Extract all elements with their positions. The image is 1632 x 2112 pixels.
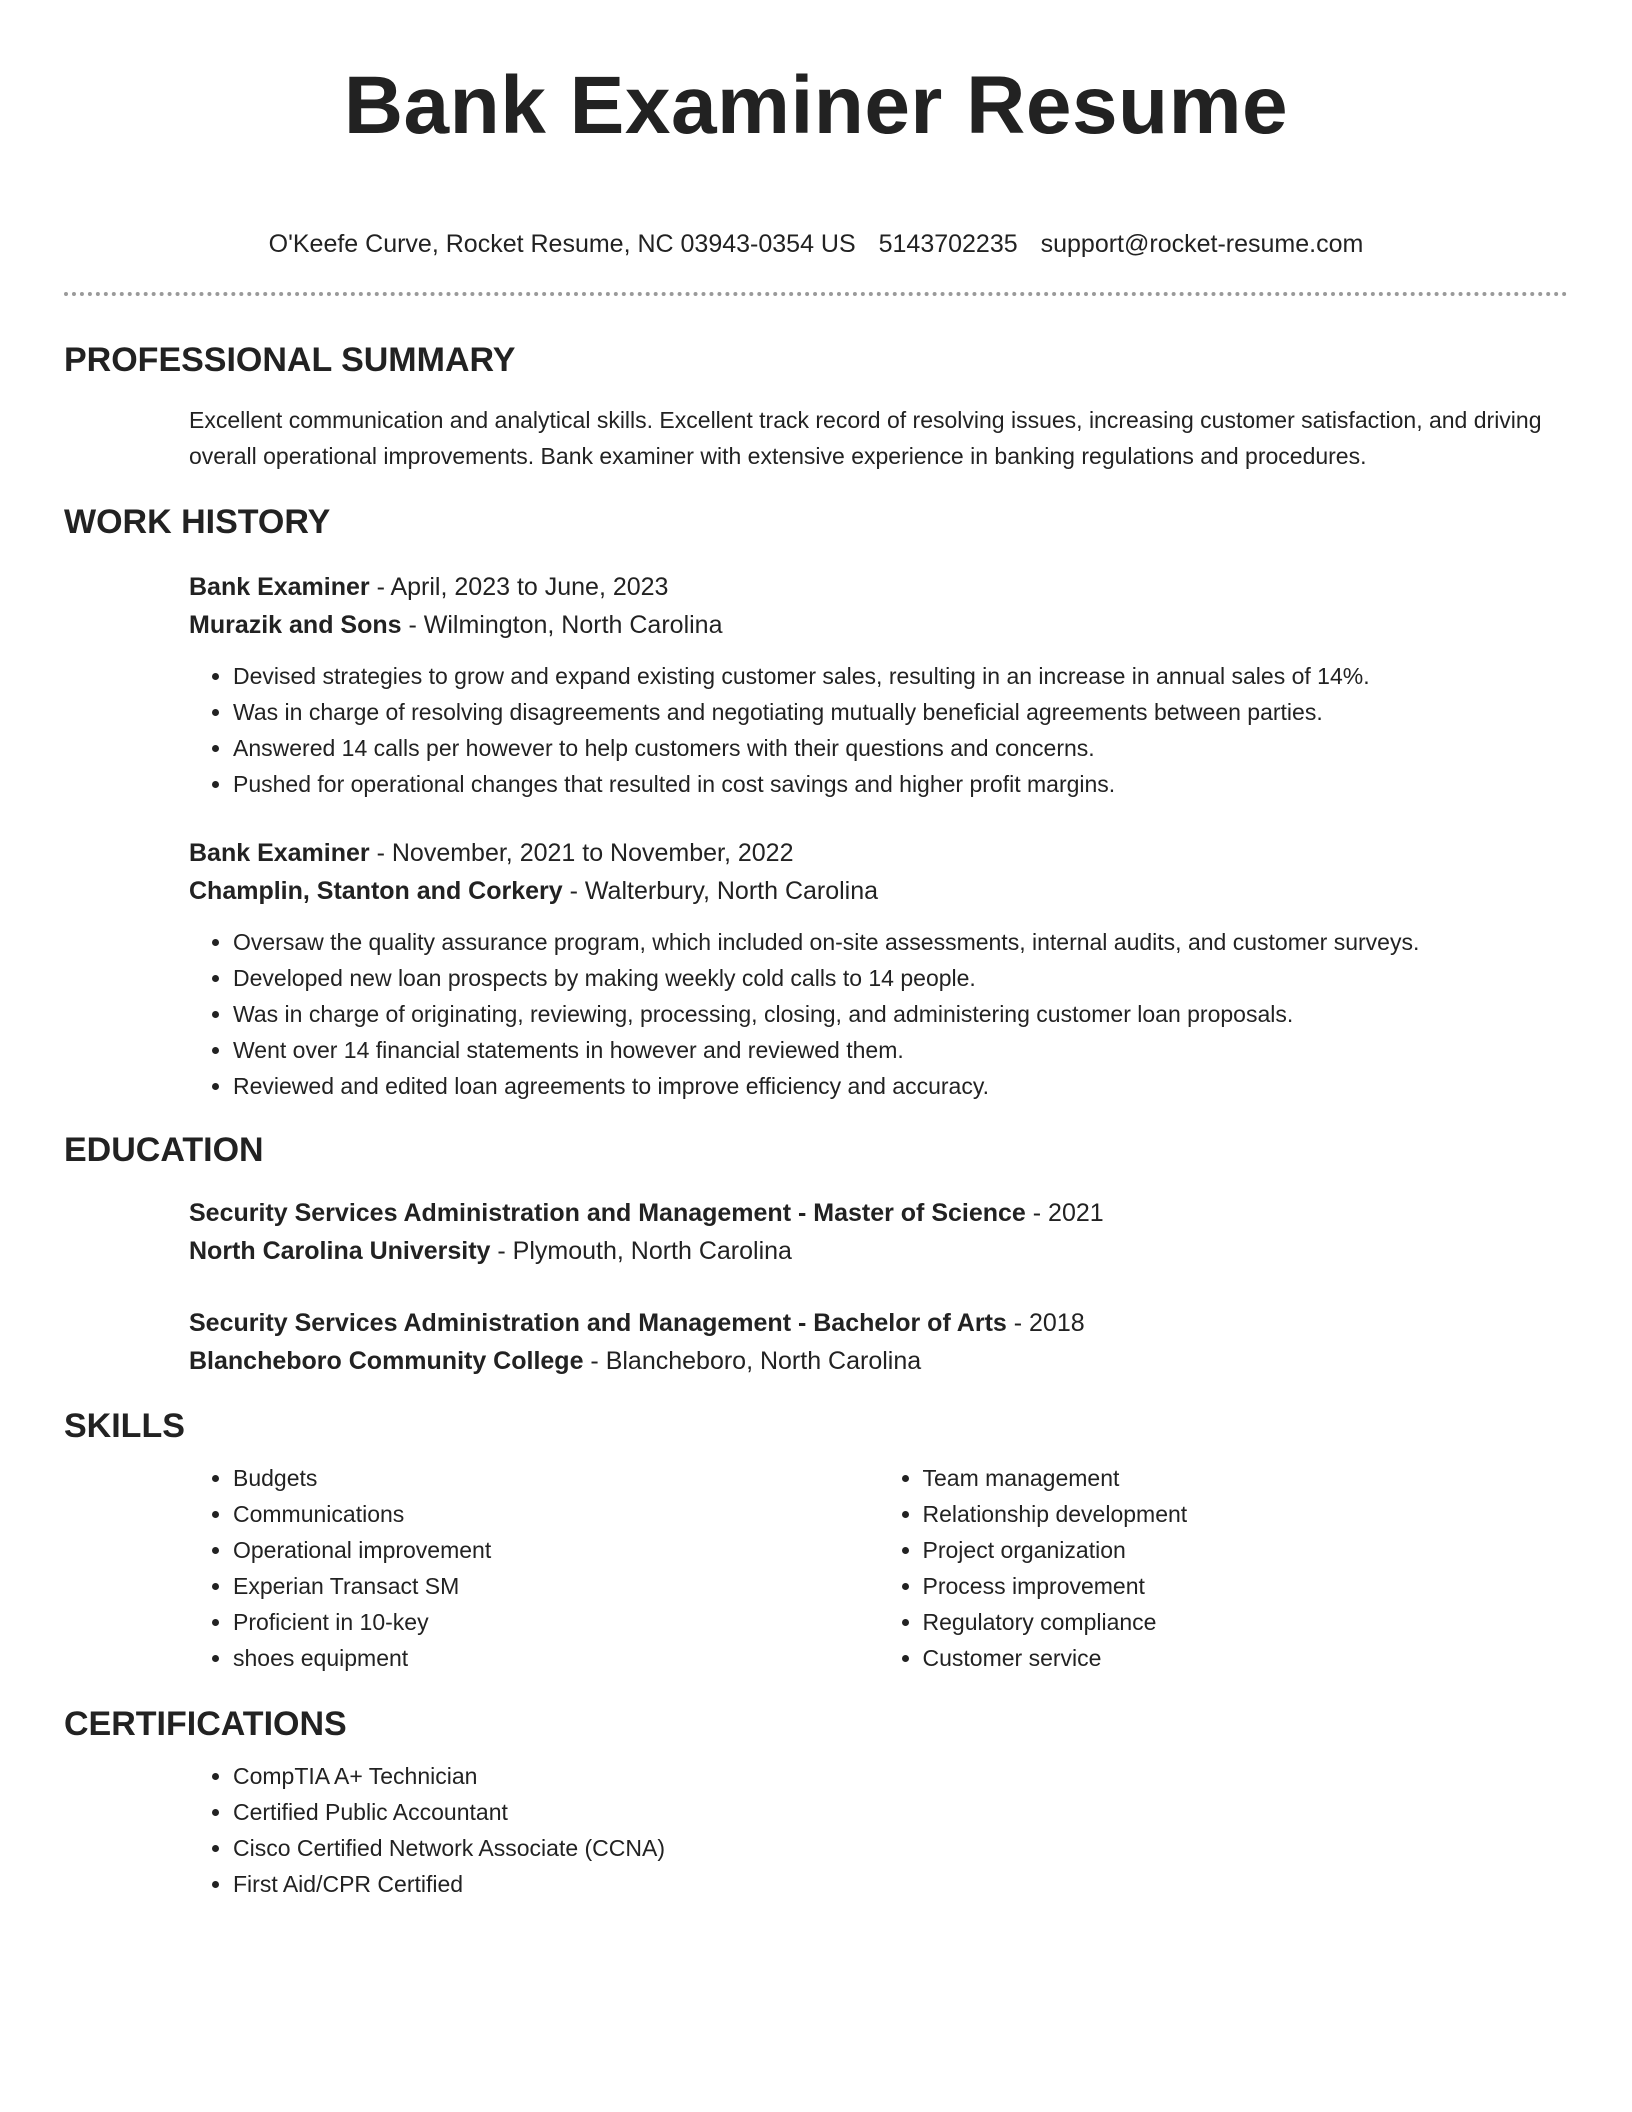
job-duty: • Devised strategies to grow and expand existing customer sales, resulting in an increase in annual sales of 14%. — [233, 658, 1568, 694]
skill-item: • Regulatory compliance — [923, 1604, 1569, 1640]
contact-line — [64, 228, 1568, 260]
education-entry — [64, 1194, 1568, 1270]
contact-phone: 5143702235 — [878, 230, 1018, 258]
job-company: Champlin, Stanton and Corkery — [189, 877, 563, 905]
job-duty: • Pushed for operational changes that resulted in cost savings and higher profit margins. — [233, 766, 1568, 802]
job-duty: • Answered 14 calls per however to help customers with their questions and concerns. — [233, 730, 1568, 766]
education-school: Blancheboro Community College — [189, 1347, 584, 1375]
contact-address: O'Keefe Curve, Rocket Resume, NC 03943-0354 US — [268, 230, 856, 258]
education-degree-line — [189, 1304, 1568, 1342]
education-year: - 2021 — [1025, 1199, 1104, 1227]
education-school: North Carolina University — [189, 1237, 491, 1265]
header-divider — [64, 292, 1568, 296]
skills-section — [64, 1404, 1568, 1676]
job-title-line — [189, 834, 1568, 872]
education-heading: EDUCATION — [64, 1131, 264, 1169]
skill-item: • Relationship development — [923, 1496, 1569, 1532]
education-degree: Security Services Administration and Management - Master of Science — [189, 1199, 1026, 1227]
skills-column-right — [879, 1460, 1569, 1676]
skill-item: • Experian Transact SM — [233, 1568, 879, 1604]
skills-column-left — [189, 1460, 879, 1676]
work-history-section — [64, 500, 1568, 1104]
skill-item: • Operational improvement — [233, 1532, 879, 1568]
job-entry — [64, 568, 1568, 802]
education-year: - 2018 — [1006, 1309, 1085, 1337]
certification-item: • Certified Public Accountant — [233, 1794, 1568, 1830]
job-duties — [189, 658, 1568, 802]
education-entry — [64, 1304, 1568, 1380]
education-section — [64, 1128, 1568, 1380]
education-school-line — [189, 1342, 1568, 1380]
education-location: - Blancheboro, North Carolina — [583, 1347, 922, 1375]
job-duty: • Reviewed and edited loan agreements to improve efficiency and accuracy. — [233, 1068, 1568, 1104]
certification-item: • First Aid/CPR Certified — [233, 1866, 1568, 1902]
job-location: - Walterbury, North Carolina — [562, 877, 879, 905]
job-company-line — [189, 606, 1568, 644]
summary-text: Excellent communication and analytical skills. Excellent track record of resolving issues, increasing customer satisfaction, and driving overall operational improvements. Bank examiner with extensive experience in banking regulations and procedures. — [189, 407, 1542, 469]
skill-item: • Budgets — [233, 1460, 879, 1496]
job-duty: • Developed new loan prospects by making weekly cold calls to 14 people. — [233, 960, 1568, 996]
certification-item: • CompTIA A+ Technician — [233, 1758, 1568, 1794]
skills-heading: SKILLS — [64, 1407, 185, 1445]
job-company: Murazik and Sons — [189, 611, 402, 639]
job-duty: • Was in charge of originating, reviewing, processing, closing, and administering customer loan proposals. — [233, 996, 1568, 1032]
job-entry — [64, 834, 1568, 1104]
contact-email: support@rocket-resume.com — [1040, 230, 1364, 258]
job-company-line — [189, 872, 1568, 910]
job-duties — [189, 924, 1568, 1104]
job-duty: • Oversaw the quality assurance program, which included on-site assessments, internal audits, and customer surveys. — [233, 924, 1568, 960]
certifications-section — [64, 1702, 1568, 1902]
certifications-list — [189, 1758, 1568, 1902]
work-history-heading: WORK HISTORY — [64, 503, 331, 541]
skill-item: • Project organization — [923, 1532, 1569, 1568]
skill-item: • Team management — [923, 1460, 1569, 1496]
education-degree-line — [189, 1194, 1568, 1232]
resume-header — [64, 0, 1568, 296]
skill-item: • Communications — [233, 1496, 879, 1532]
job-duty: • Went over 14 financial statements in however and reviewed them. — [233, 1032, 1568, 1068]
summary-heading: PROFESSIONAL SUMMARY — [64, 341, 516, 379]
job-location: - Wilmington, North Carolina — [401, 611, 723, 639]
certification-item: • Cisco Certified Network Associate (CCNA) — [233, 1830, 1568, 1866]
job-role: Bank Examiner — [189, 573, 370, 601]
education-location: - Plymouth, North Carolina — [490, 1237, 792, 1265]
skill-item: • Customer service — [923, 1640, 1569, 1676]
skills-grid — [64, 1460, 1568, 1676]
education-degree: Security Services Administration and Management - Bachelor of Arts — [189, 1309, 1007, 1337]
summary-section — [64, 338, 1568, 474]
certifications-heading: CERTIFICATIONS — [64, 1705, 347, 1743]
resume-title: Bank Examiner Resume — [343, 60, 1289, 151]
education-school-line — [189, 1232, 1568, 1270]
job-role: Bank Examiner — [189, 839, 370, 867]
job-title-line — [189, 568, 1568, 606]
job-dates: - November, 2021 to November, 2022 — [369, 839, 794, 867]
job-dates: - April, 2023 to June, 2023 — [369, 573, 669, 601]
skill-item: • Proficient in 10-key — [233, 1604, 879, 1640]
skill-item: • Process improvement — [923, 1568, 1569, 1604]
job-duty: • Was in charge of resolving disagreements and negotiating mutually beneficial agreements between parties. — [233, 694, 1568, 730]
skill-item: • shoes equipment — [233, 1640, 879, 1676]
